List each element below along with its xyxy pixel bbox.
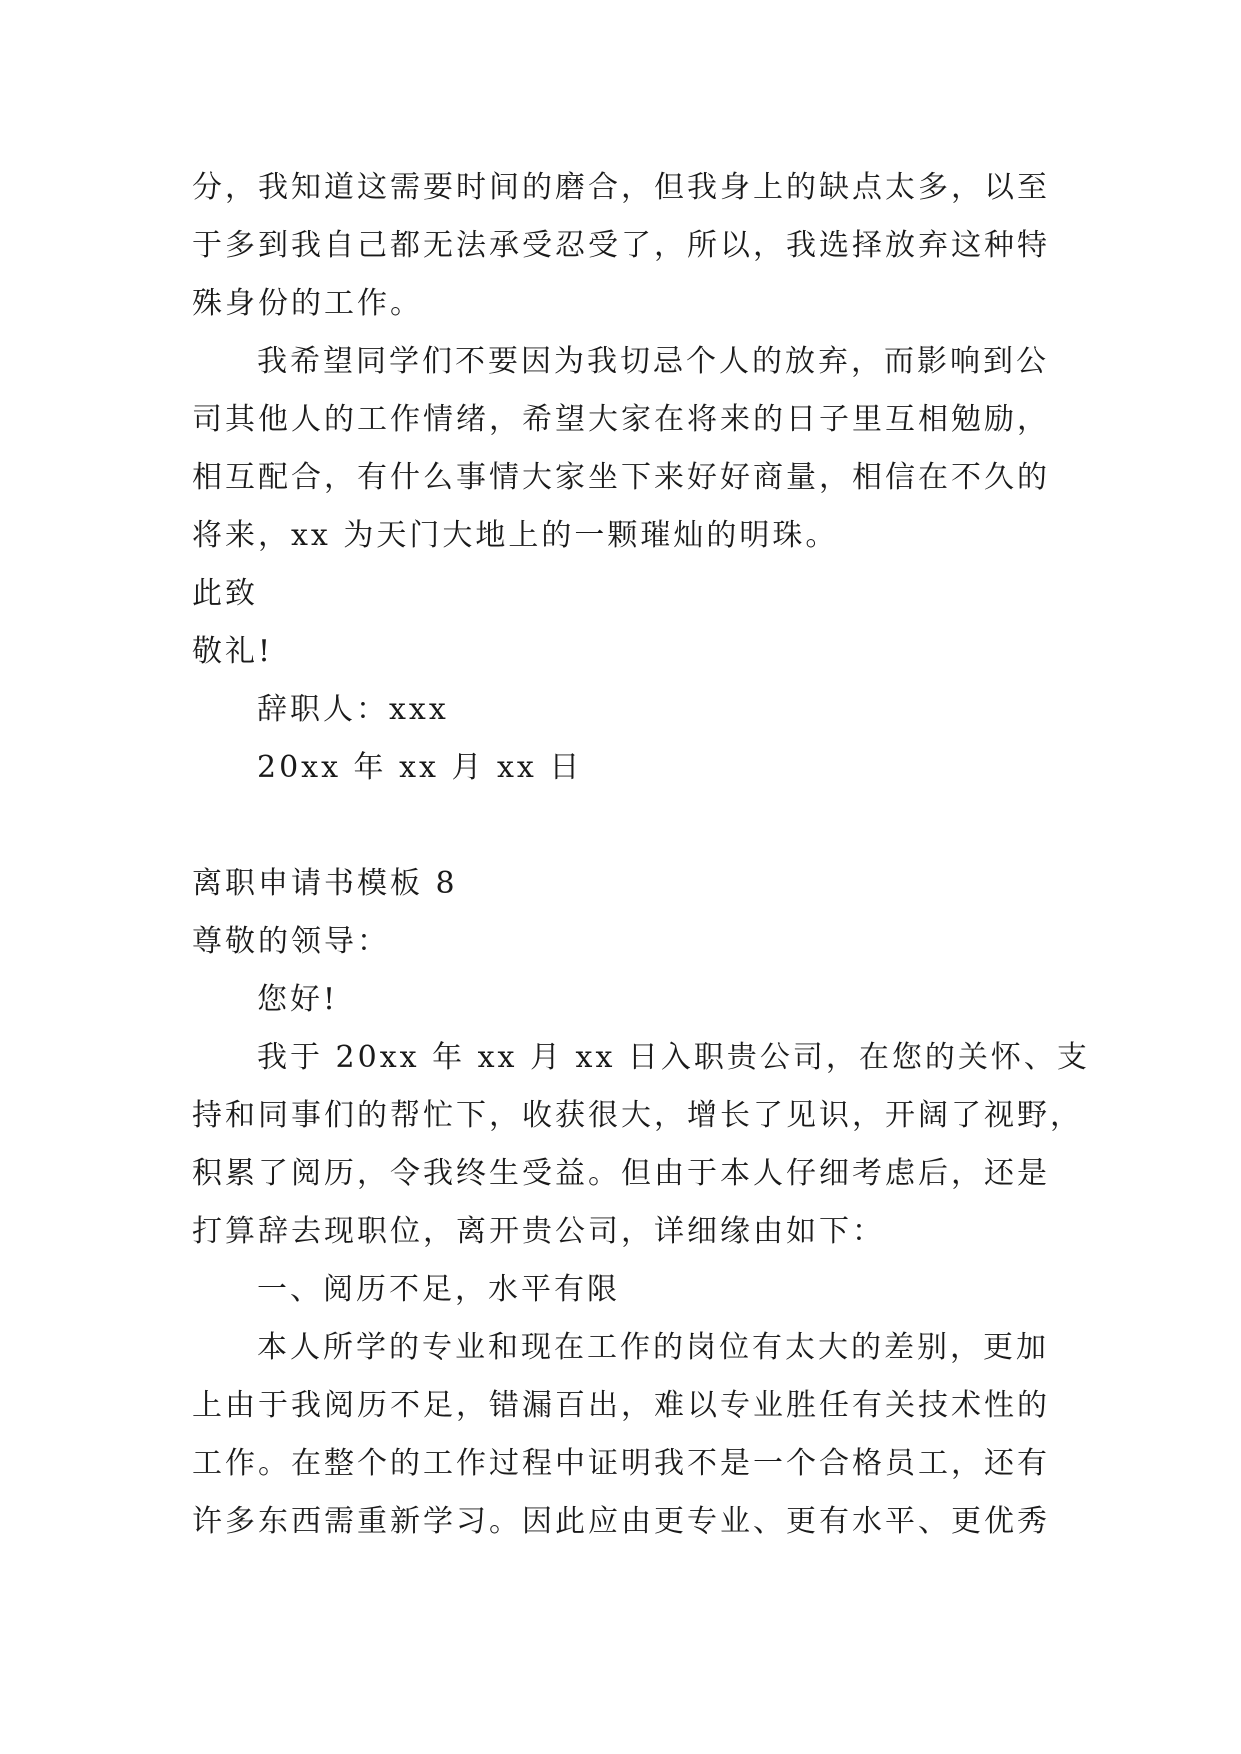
paragraph-line: 持和同事们的帮忙下，收获很大，增长了见识，开阔了视野，: [192, 1098, 1083, 1133]
paragraph-line: 上由于我阅历不足，错漏百出，难以专业胜任有关技术性的: [192, 1388, 1050, 1423]
paragraph-line: 分，我知道这需要时间的磨合，但我身上的缺点太多，以至: [192, 170, 1050, 205]
paragraph-line: 司其他人的工作情绪，希望大家在将来的日子里互相勉励，: [192, 402, 1050, 437]
greeting: 您好!: [257, 982, 339, 1017]
paragraph-line: 殊身份的工作。: [192, 286, 423, 321]
paragraph-line: 打算辞去现职位，离开贵公司，详细缘由如下：: [192, 1214, 885, 1249]
paragraph-line: 积累了阅历，令我终生受益。但由于本人仔细考虑后，还是: [192, 1156, 1050, 1191]
closing-line: 此致: [192, 576, 258, 611]
date-line: 20xx 年 xx 月 xx 日: [257, 750, 583, 785]
paragraph-line: 于多到我自己都无法承受忍受了，所以，我选择放弃这种特: [192, 228, 1050, 263]
subheading: 一、阅历不足，水平有限: [257, 1272, 620, 1307]
paragraph-line: 相互配合，有什么事情大家坐下来好好商量，相信在不久的: [192, 460, 1050, 495]
section-title: 离职申请书模板 8: [192, 866, 458, 901]
salutation: 尊敬的领导：: [192, 924, 390, 959]
paragraph-line: 将来，xx 为天门大地上的一颗璀灿的明珠。: [192, 518, 839, 553]
paragraph-line: 我于 20xx 年 xx 月 xx 日入职贵公司，在您的关怀、支: [257, 1040, 1090, 1075]
signature-line: 辞职人：xxx: [257, 692, 449, 727]
paragraph-line: 本人所学的专业和现在工作的岗位有太大的差别，更加: [257, 1330, 1049, 1365]
paragraph-line: 我希望同学们不要因为我切忌个人的放弃，而影响到公: [257, 344, 1049, 379]
paragraph-line: 工作。在整个的工作过程中证明我不是一个合格员工，还有: [192, 1446, 1050, 1481]
closing-salute: 敬礼!: [192, 634, 274, 669]
paragraph-line: 许多东西需重新学习。因此应由更专业、更有水平、更优秀: [192, 1504, 1050, 1539]
